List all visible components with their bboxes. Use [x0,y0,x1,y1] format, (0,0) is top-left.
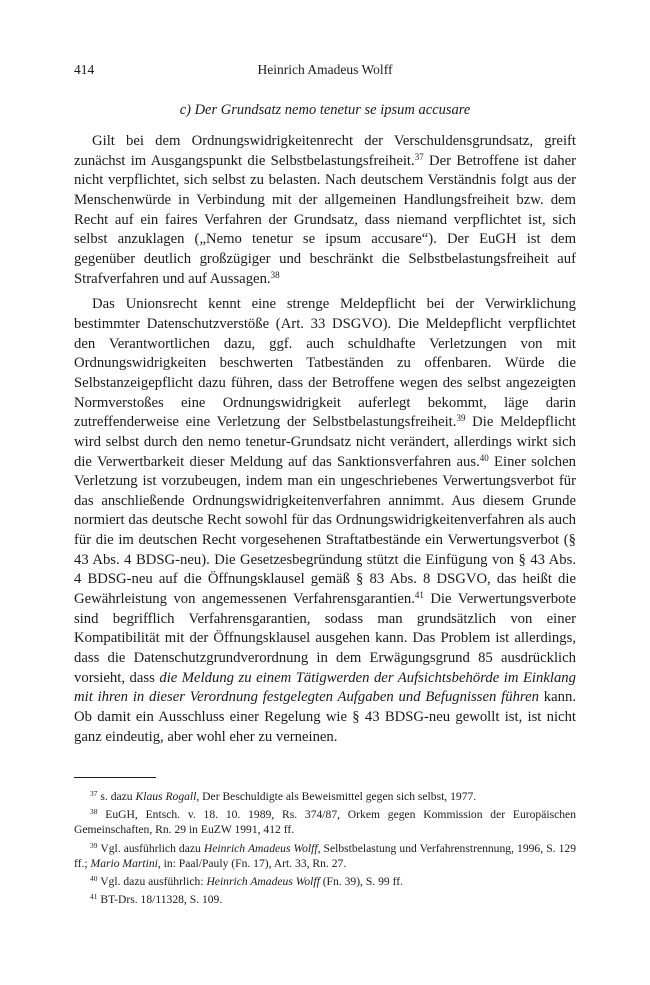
footnote-author: Klaus Rogall [135,790,197,803]
running-head: Heinrich Amadeus Wolff [257,62,393,77]
footnote-39 [74,841,576,871]
paragraph-text: Die Meldepflicht wird selbst durch den nemo tenetur-Grundsatz nicht verändert, allerdings wirkt sich die Verwertbarkeit dieser Meldung auf das Sanktionsverfahren aus. [74,414,576,470]
paragraph-text: kann. Ob damit ein Ausschluss einer Regelung wie § 43 BDSG-neu gewollt ist, ist nicht ganz eindeutig, aber wohl eher zu verneinen. [74,689,576,745]
footnote-text: (Fn. 39), S. 99 ff. [319,875,403,889]
footnote-text: BT-Drs. 18/11328, S. 109. [97,893,223,907]
footnote-text: , Selbstbelastung und Verfahrenstrennung, 1996, S. 129 ff.; [74,841,576,870]
footnote-text: , Der Beschuldigte als Beweismittel gegen sich selbst, 1977. [196,790,477,803]
footnote-ref-40[interactable]: 40 [479,452,489,463]
footnote-author: Heinrich Amadeus Wolff [203,841,318,855]
footnote-41 [74,892,576,907]
italic-quote: die Meldung zu einem Tätigwerden der Aufsichtsbehörde im Einklang mit ihren in dieser Verordnung festgelegten Aufgaben und Befugnissen führen [74,669,576,706]
section-heading: c) Der Grundsatz nemo tenetur se ipsum accusare [179,102,471,118]
footnote-number: 37 [90,789,98,798]
footnote-ref-39[interactable]: 39 [456,413,466,424]
footnote-number: 38 [90,807,98,817]
footnote-ref-38[interactable]: 38 [270,269,280,280]
paragraph-1 [74,132,576,289]
footnote-40 [74,874,576,889]
footnote-text: , in: Paal/Pauly (Fn. 17), Art. 33, Rn. 27. [157,856,347,870]
paragraph-text: Die Verwertungsverbote sind begrifflich Verfahrensgarantien, sodass man grundsätzlich von einer Kompatibilität mit der Öffnungsklausel ausgehen kann. Das Problem ist allerdings, dass die Datenschutzgrundverordnung in dem Erwägungsgrund 85 ausdrücklich vorsieht, dass [74,591,576,686]
body-text [74,132,576,747]
paragraph-text: Das Unionsrecht kennt eine strenge Meldepflicht bei der Verwirklichung bestimmter Datenschutzverstöße (Art. 33 DSGVO). Die Meldepflicht verpflichtet den Verantwortlichen dazu, ggf. auch schuldhafte Verletzungen von mit Ordnungswidrigkeiten beschwerten Tatbeständen zu offenbaren. Würde die Selbstanzeigepflicht dazu führen, dass der Betroffene wegen des selbst angezeigten Normverstoßes eine Ordnungswidrigkeit auferlegt bekommt, läge darin zutreffenderweise eine Verletzung der Selbstbelastungsfreiheit. [74,296,576,431]
paragraph-text: Der Betroffene ist daher nicht verpflichtet, sich selbst zu belasten. Nach deutschem Verständnis folgt aus der Menschenwürde in Verbindung mit der allgemeinen Handlungsfreiheit bzw. dem Recht auf ein faires Verfahren der Grundsatz, dass niemand verpflichtet ist, sich selbst anzuklagen („Nemo tenetur se ipsum accusare“). Der EuGH ist dem gegenüber deutlich großzügiger und beschränkt die Selbstbelastungsfreiheit auf Strafverfahren und auf Aussagen. [74,152,577,287]
footnote-text: EuGH, Entsch. v. 18. 10. 1989, Rs. 374/87, Orkem gegen Kommission der Europäischen Gemeinschaften, Rn. 29 in EuZW 1991, 412 ff. [74,808,576,837]
paragraph-2 [74,295,576,747]
footnote-number: 41 [90,892,98,902]
footnote-author: Mario Martini [90,856,158,870]
paragraph-text: Einer solchen Verletzung ist vorzubeugen, indem man ein ungeschriebenes Verwertungsverbot für das anschließende Ordnungswidrigkeitenverfahren annimmt. Aus diesem Grunde normiert das deutsche Recht sowohl für das Ordnungswidrigkeitenverfahren als auch für die im deutschen Recht vorgesehenen Straftatbestände ein Verwertungsverbot (§ 43 Abs. 4 BDSG-neu). Die Gesetzesbegründung stützt die Einfügung von § 43 Abs. 4 BDSG-neu auf die Öffnungsklausel gemäß § 83 Abs. 8 DSGVO, das heißt die Gewährleistung von angemessenen Verfahrensgarantien. [74,453,576,608]
footnote-number: 40 [90,874,98,884]
page-header [74,62,576,82]
footnotes [74,789,576,910]
paragraph-text: Gilt bei dem Ordnungswidrigkeitenrecht der Verschuldensgrundsatz, greift zunächst im Ausgangspunkt die Selbstbelastungsfreiheit. [74,133,576,169]
footnote-number: 39 [90,840,98,850]
footnote-text: Vgl. dazu ausführlich: [97,875,207,889]
footnote-ref-37[interactable]: 37 [414,151,424,162]
footnote-38 [74,807,576,837]
footnote-text: Vgl. ausführlich dazu [97,841,204,855]
footnote-ref-41[interactable]: 41 [414,590,424,601]
footnote-37 [74,789,576,804]
footnote-text: s. dazu [97,790,136,803]
footnote-author: Heinrich Amadeus Wolff [206,875,320,889]
footnote-divider [74,777,156,778]
page-number: 414 [74,62,95,77]
